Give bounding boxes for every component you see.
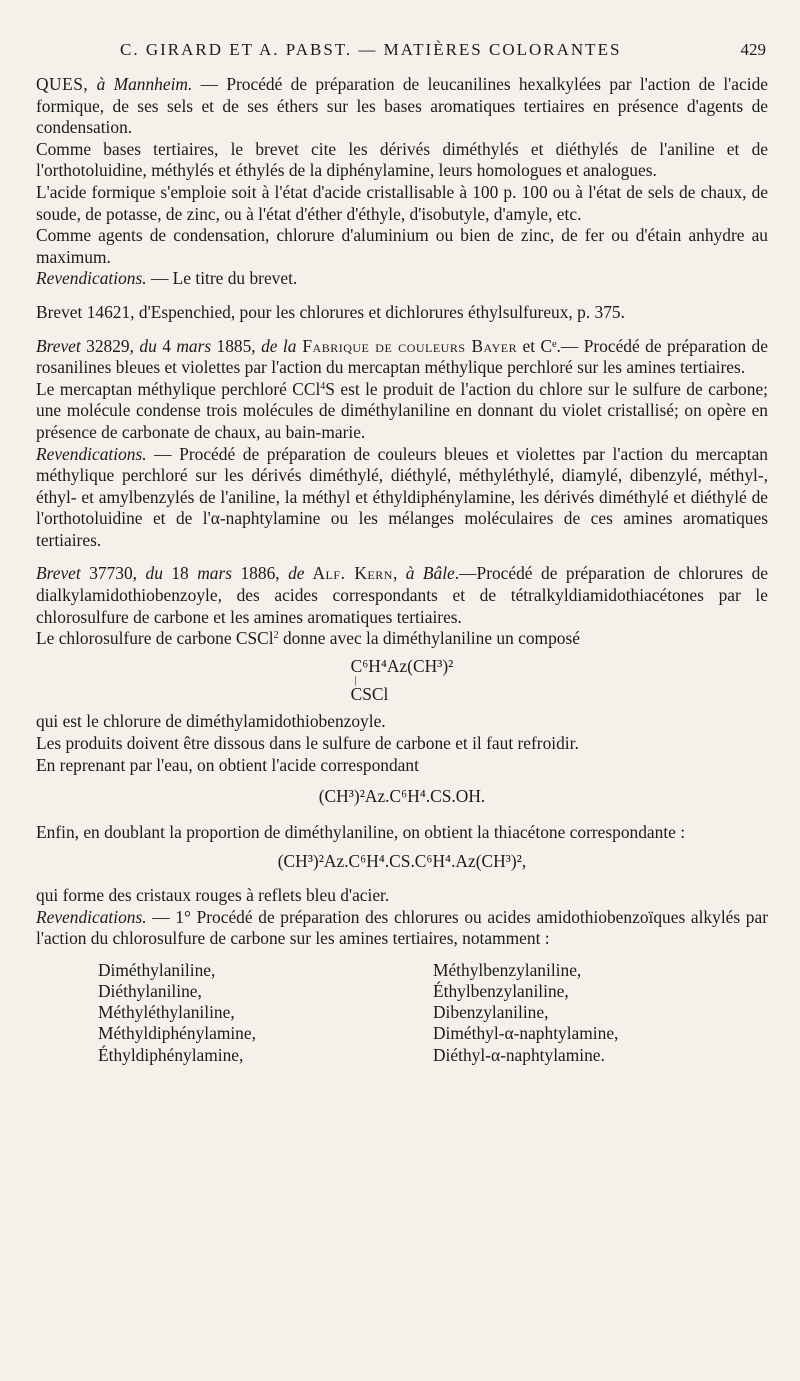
amine-list-left xyxy=(98,960,433,1066)
paragraph-text: qui forme des cristaux rouges à reflets bleu d'acier. xyxy=(36,885,390,905)
paragraph-text: Les produits doivent être dissous dans le sulfure de carbone et il faut refroidir. xyxy=(36,733,579,754)
paragraph-text: S est le produit de l'action du chlore sur le sulfure de carbone; une molécule condense trois molécules de diméthylaniline en donnant du violet cristallisé; on opère en présence de carbonate de chaux, au bain-marie. xyxy=(36,378,768,442)
paragraph-acide-formique xyxy=(36,182,768,225)
paragraph-text: donne avec la diméthylaniline un composé xyxy=(278,628,580,649)
paragraph-text: qui est le chlorure de diméthylamidothiobenzoyle. xyxy=(36,711,386,732)
amine-list-right xyxy=(433,960,768,1066)
paragraph-text: .—Procédé de préparation de chlorures de dialkylamidothiobenzoyle, des acides correspondants et de tétralkyldiamidothiacétones par le chlorosulfure de carbone et les amines aromatiques tertiaires. xyxy=(36,563,768,627)
paragraph-mercaptan xyxy=(36,379,768,444)
paragraph-chlorosulfure xyxy=(36,628,768,650)
list-item: Diéthylaniline, xyxy=(98,980,202,1001)
du-word: du xyxy=(145,563,163,584)
paragraph-text: et Cᵉ.— Procédé de préparation de rosanilines bleues et violettes par l'action du mercaptan méthylique perchloré sur les amines tertiaires. xyxy=(36,335,768,378)
date-year: 1885, xyxy=(211,335,262,356)
paragraph-thiacetone xyxy=(36,822,768,844)
brevet-number: 37730, xyxy=(80,563,146,584)
paragraph-text: Le mercaptan méthylique perchloré CCl xyxy=(36,378,321,399)
paragraph-text: — 1° Procédé de préparation des chlorures ou acides amidothiobenzoïques alkylés par l'action du chlorosulfure de carbone sur les amines tertiaires, notamment : xyxy=(36,906,768,949)
paragraph-cristaux xyxy=(36,885,768,907)
page-number: 429 xyxy=(740,40,766,59)
list-item: Méthyldiphénylamine, xyxy=(98,1023,256,1044)
patent-holder-tail: QUES, xyxy=(36,74,89,94)
brevet-number: 32829, xyxy=(80,335,140,356)
paragraph-dissous xyxy=(36,733,768,755)
paragraph-chlorure-name xyxy=(36,711,768,733)
superscript: 4 xyxy=(320,380,326,392)
paragraph-text: — Le titre du brevet. xyxy=(146,268,298,289)
date-day: 18 xyxy=(162,563,198,584)
date-month: mars xyxy=(176,335,212,356)
formula-bond: | xyxy=(354,673,357,686)
du-word: du xyxy=(139,335,157,356)
list-item: Diméthyl-α-naphtylamine, xyxy=(433,1023,619,1044)
list-item: Méthylbenzylaniline, xyxy=(433,959,582,980)
revendications-label: Revendications. xyxy=(36,906,147,927)
list-item: Diméthylaniline, xyxy=(98,959,216,980)
separator: , xyxy=(392,563,406,584)
paragraph-revendications-3 xyxy=(36,907,768,950)
brevet-word: Brevet xyxy=(36,563,81,584)
date-year: 1886, xyxy=(232,563,289,584)
formula-top: C⁶H⁴Az(CH³)² xyxy=(350,655,454,676)
paragraph-brevet-14621 xyxy=(36,302,768,324)
paragraph-text: Comme agents de condensation, chlorure d'aluminium ou bien de zinc, de fer ou d'étain anhydre au maximum. xyxy=(36,225,768,267)
revendications-label: Revendications. xyxy=(36,268,147,289)
date-day: 4 xyxy=(156,335,177,356)
paragraph-leucanilines xyxy=(36,74,768,139)
date-month: mars xyxy=(197,563,233,584)
formula-chlorure xyxy=(36,656,768,706)
superscript: 2 xyxy=(273,630,279,642)
paragraph-text: — Procédé de préparation de couleurs bleues et violettes par l'action du mercaptan méthylique perchloré sur les dérivés diméthylé, diéthylé, méthyléthylé, diamylé, dibenzylé, méthyl-, éthyl- et amylbenzylés de l'aniline, la méthyl et éthyldiphénylamine, les dérivés diméthylé et diéthylé de l'orthotoluidine et de l'α-naphtylamine ou les mélanges moléculaires de ces amines aromatiques tertiaires. xyxy=(36,443,768,550)
revendications-label: Revendications. xyxy=(36,443,147,464)
paragraph-text: L'acide formique s'emploie soit à l'état d'acide cristallisable à 100 p. 100 ou à l'état de sels de chaux, de soude, de potasse, de zinc, ou à l'état d'éther d'éthyle, d'isobutyle, d'amyle, etc. xyxy=(36,181,768,224)
patent-holder: Fabrique de couleurs Bayer xyxy=(296,335,518,356)
formula-thiacetone: (CH³)²Az.C⁶H⁴.CS.C⁶H⁴.Az(CH³)², xyxy=(277,851,527,872)
de-word: de xyxy=(288,563,305,584)
list-item: Éthylbenzylaniline, xyxy=(433,980,569,1001)
paragraph-brevet-37730 xyxy=(36,563,768,628)
amine-list xyxy=(36,960,768,1066)
paragraph-reprenant xyxy=(36,755,768,777)
list-item: Méthyléthylaniline, xyxy=(98,1002,235,1023)
paragraph-text: Comme bases tertiaires, le brevet cite les dérivés diméthylés et diéthylés de l'aniline et de l'orthotoluidine, méthylés et éthylés de la diphénylamine, leurs homologues et analogues. xyxy=(36,138,768,181)
brevet-word: Brevet xyxy=(36,335,81,356)
paragraph-bases-tertiaires xyxy=(36,139,768,182)
page-body xyxy=(36,74,768,1066)
paragraph-text: — Procédé de préparation de leucanilines hexalkylées par l'action de l'acide formique, de ses sels et de ses éthers sur les bases aromatiques tertiaires en présence d'agents de condensation. xyxy=(36,74,768,138)
paragraph-revendications-1 xyxy=(36,268,768,290)
paragraph-agents-condensation xyxy=(36,225,768,268)
paragraph-text: Brevet 14621, d'Espenchied, pour les chlorures et dichlorures éthylsulfureux, p. 375. xyxy=(36,301,625,322)
patent-location: à Bâle xyxy=(405,563,455,584)
paragraph-text: Le chlorosulfure de carbone CSCl xyxy=(36,628,274,649)
paragraph-text: Enfin, en doublant la proportion de diméthylaniline, on obtient la thiacétone correspondante : xyxy=(36,821,686,842)
running-title: C. GIRARD ET A. PABST. — MATIÈRES COLORANTES xyxy=(120,40,622,59)
patent-holder: Alf. Kern xyxy=(304,563,393,584)
paragraph-brevet-32829 xyxy=(36,336,768,379)
de-la-word: de la xyxy=(261,335,297,356)
list-item: Dibenzylaniline, xyxy=(433,1002,549,1023)
paragraph-text: En reprenant par l'eau, on obtient l'acide correspondant xyxy=(36,754,419,775)
patent-location: à Mannheim. xyxy=(96,74,193,94)
running-head xyxy=(36,40,768,66)
paragraph-revendications-2 xyxy=(36,444,768,552)
list-item: Éthyldiphénylamine, xyxy=(98,1044,244,1065)
list-item: Diéthyl-α-naphtylamine. xyxy=(433,1044,605,1065)
formula-acide: (CH³)²Az.C⁶H⁴.CS.OH. xyxy=(318,786,486,807)
formula-bottom: CSCl xyxy=(350,683,389,704)
